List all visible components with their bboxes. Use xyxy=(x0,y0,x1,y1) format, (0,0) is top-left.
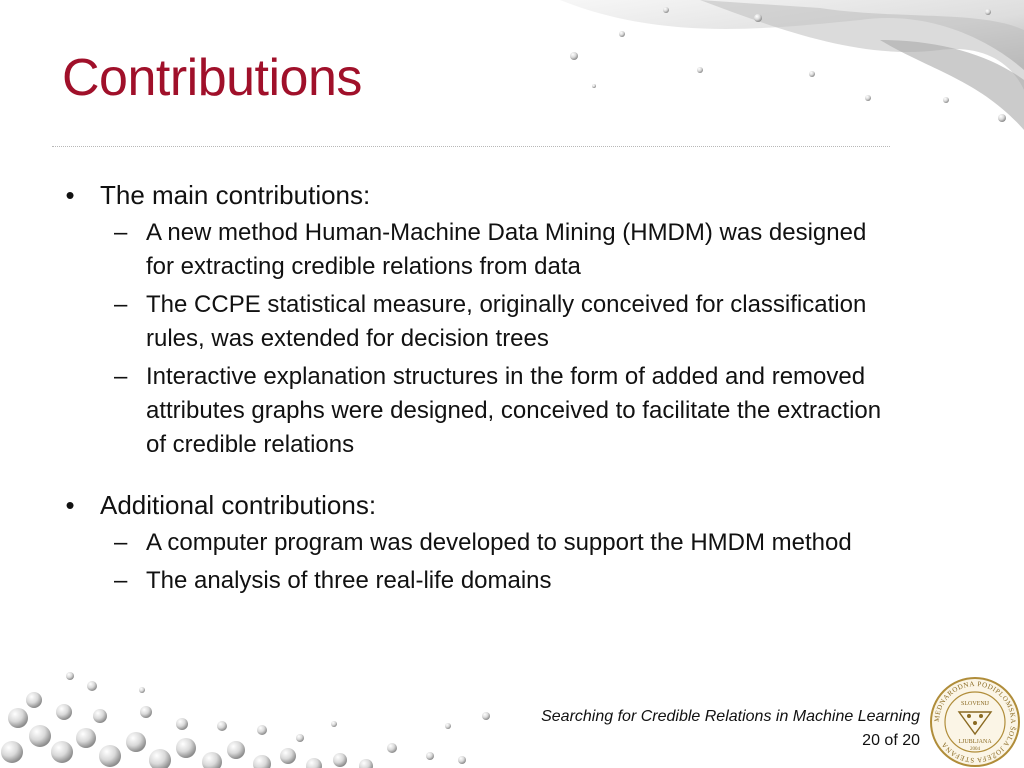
bullet-marker: • xyxy=(65,490,75,520)
page-number: 20 of 20 xyxy=(862,732,920,749)
sub-bullet-text: The CCPE statistical measure, originally conceived for classification rules, was extended for decision trees xyxy=(146,291,867,352)
sub-bullet-item xyxy=(60,564,900,598)
ribbon-decoration xyxy=(560,0,1024,130)
slide-content xyxy=(60,178,900,602)
seal-top-text: SLOVENIJ xyxy=(961,701,989,707)
bullet-additional-contributions xyxy=(60,488,900,522)
sub-bullet-marker: – xyxy=(114,363,128,390)
bullet-text: Additional contributions: xyxy=(100,490,377,520)
title-divider xyxy=(52,146,890,147)
slide-footer xyxy=(541,705,920,753)
sub-bullet-text: A new method Human-Machine Data Mining (HMDM) was designed for extracting credible relations from data xyxy=(146,219,867,280)
sub-bullet-item xyxy=(60,216,900,284)
sub-bullet-marker: – xyxy=(114,291,128,318)
seal-icon xyxy=(929,676,1021,768)
bullet-marker: • xyxy=(65,180,75,210)
sub-bullet-item xyxy=(60,360,900,462)
sub-bullet-marker: – xyxy=(114,219,128,246)
sub-bullet-text: The analysis of three real-life domains xyxy=(146,567,552,594)
sub-bullet-item xyxy=(60,526,900,560)
seal-ring-text: MEDNARODNA PODIPLOMSKA ŠOLA JOŽEFA STEFANA xyxy=(932,679,1018,765)
bullet-text: The main contributions: xyxy=(100,180,371,210)
bullet-main-contributions xyxy=(60,178,900,212)
sub-bullet-marker: – xyxy=(114,567,128,594)
presentation-title: Searching for Credible Relations in Machine Learning xyxy=(541,708,920,725)
seal-year: 2004 xyxy=(970,747,980,752)
sub-bullet-marker: – xyxy=(114,529,128,556)
seal-bottom-text: LJUBLJANA xyxy=(958,739,992,745)
beads-decoration xyxy=(1,672,490,768)
page-title: Contributions xyxy=(62,49,362,107)
sub-bullet-text: Interactive explanation structures in the form of added and removed attributes graphs were designed, conceived to facilitate the extraction of credible relations xyxy=(146,363,882,458)
sub-bullet-text: A computer program was developed to support the HMDM method xyxy=(146,529,852,556)
sub-bullet-item xyxy=(60,288,900,356)
